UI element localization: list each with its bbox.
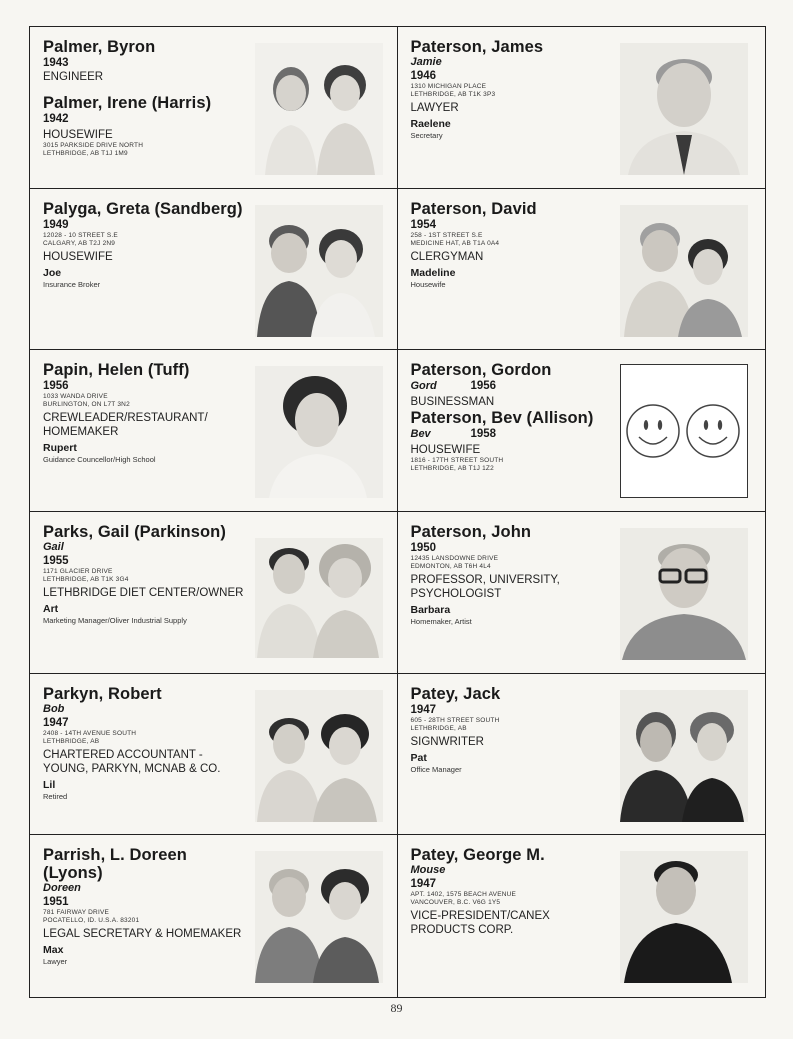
- page-number: 89: [390, 1001, 403, 1015]
- occupation: LETHBRIDGE DIET CENTER/OWNER: [43, 587, 244, 599]
- occupation: HOUSEWIFE: [43, 250, 113, 263]
- spouse-name: Pat: [410, 751, 427, 764]
- occupation: PROFESSOR, UNIVERSITY, PSYCHOLOGIST: [410, 574, 560, 600]
- address-line: LETHBRIDGE, AB T1J 1M9: [43, 150, 128, 157]
- address-line: BURLINGTON, ON L7T 3N2: [43, 401, 130, 409]
- address-line: APT. 1402, 1575 BEACH AVENUE: [410, 891, 517, 899]
- spouse-occupation: Insurance Broker: [43, 279, 101, 289]
- occupation: LEGAL SECRETARY & HOMEMAKER: [43, 928, 242, 941]
- address-line: LETHBRIDGE, AB T1K 3G4: [43, 576, 129, 583]
- nickname: Gail: [43, 541, 64, 553]
- directory-entry: [398, 27, 766, 189]
- person-name: Parkyn, Robert: [43, 684, 162, 703]
- spouse-name: Joe: [43, 266, 62, 279]
- address-line: 605 - 28TH STREET SOUTH: [410, 716, 500, 724]
- couple-portrait-photo: [255, 690, 383, 822]
- couple-portrait-photo: [255, 205, 383, 337]
- spouse-occupation: Housewife: [410, 279, 446, 289]
- birth-year: 1954: [410, 218, 437, 231]
- spouse-name: Max: [43, 944, 64, 957]
- spouse-occupation: Marketing Manager/Oliver Industrial Supply: [43, 616, 187, 625]
- spouse-occupation: Office Manager: [410, 764, 462, 774]
- spouse-occupation: Retired: [43, 791, 68, 801]
- birth-year: 1947: [410, 703, 437, 716]
- birth-year: 1947: [410, 878, 437, 891]
- spouse-name: Barbara: [410, 604, 451, 616]
- birth-year: 1956: [43, 380, 69, 393]
- address-line: 2408 - 14TH AVENUE SOUTH: [43, 729, 137, 737]
- directory-entry: [398, 674, 766, 836]
- occupation: HOUSEWIFE: [410, 444, 481, 457]
- person-name: Palmer, Byron: [43, 38, 156, 56]
- birth-year: 1942: [43, 113, 69, 125]
- directory-entry: [30, 512, 398, 674]
- occupation: LAWYER: [410, 102, 459, 114]
- person-name: Papin, Helen (Tuff): [43, 361, 190, 380]
- address-line: 12028 - 10 STREET S.E: [43, 231, 118, 239]
- birth-year: 1947: [43, 716, 69, 729]
- address-line: POCATELLO, ID. U.S.A. 83201: [43, 917, 140, 925]
- single-man-portrait-photo: [620, 528, 748, 660]
- occupation: CREWLEADER/RESTAURANT/ HOMEMAKER: [43, 412, 208, 439]
- address-line: 1310 MICHIGAN PLACE: [410, 83, 487, 90]
- smiley-face-icon: [687, 405, 739, 457]
- person-name: Palyga, Greta (Sandberg): [43, 199, 243, 218]
- birth-year: 1943: [43, 57, 69, 69]
- address-line: LETHBRIDGE, AB T1J 1Z2: [410, 465, 494, 473]
- directory-entry: [398, 835, 766, 997]
- occupation: SIGNWRITER: [410, 735, 484, 748]
- spouse-name: Lil: [43, 778, 56, 791]
- directory-entry: [30, 674, 398, 836]
- occupation: ENGINEER: [43, 71, 104, 83]
- person-name: Paterson, Bev (Allison): [410, 409, 594, 428]
- address-line: LETHBRIDGE, AB: [410, 724, 467, 732]
- nickname: Mouse: [410, 864, 446, 877]
- address-line: 1816 - 17TH STREET SOUTH: [410, 457, 504, 465]
- occupation: BUSINESSMAN: [410, 396, 495, 409]
- address-line: EDMONTON, AB T6H 4L4: [410, 563, 491, 570]
- couple-portrait-photo: [620, 205, 748, 337]
- couple-portrait-photo: [255, 851, 383, 983]
- spouse-occupation: Homemaker, Artist: [410, 617, 472, 626]
- birth-year: 1956: [470, 380, 497, 393]
- spouse-name: Art: [43, 603, 59, 615]
- spouse-name: Rupert: [43, 442, 77, 455]
- person-name: Palmer, Irene (Harris): [43, 94, 212, 112]
- address-line: 781 FAIRWAY DRIVE: [43, 909, 110, 917]
- directory-entry: [30, 189, 398, 351]
- spouse-name: Madeline: [410, 266, 456, 279]
- person-name: Paterson, John: [410, 523, 532, 541]
- nickname: Doreen: [43, 882, 81, 895]
- single-man-portrait-photo: [620, 43, 748, 175]
- person-name: Patey, George M.: [410, 846, 545, 865]
- smiley-faces-placeholder: [620, 364, 748, 498]
- address-line: 1171 GLACIER DRIVE: [43, 568, 113, 575]
- person-name: Parrish, L. Doreen (Lyons): [43, 846, 187, 883]
- birth-year: 1949: [43, 218, 69, 231]
- occupation: CHARTERED ACCOUNTANT - YOUNG, PARKYN, MCNAB & CO.: [43, 748, 221, 775]
- occupation: VICE-PRESIDENT/CANEX PRODUCTS CORP.: [410, 910, 550, 937]
- address-line: VANCOUVER, B.C. V6G 1Y5: [410, 899, 501, 907]
- birth-year: 1955: [43, 555, 69, 567]
- spouse-occupation: Lawyer: [43, 957, 68, 967]
- directory-entry: [30, 350, 398, 512]
- directory-entry: [398, 512, 766, 674]
- person-name: Paterson, James: [410, 38, 544, 56]
- person-name: Paterson, David: [410, 199, 537, 218]
- nickname: Gord: [410, 380, 437, 393]
- person-name: Patey, Jack: [410, 684, 501, 703]
- address-line: 3015 PARKSIDE DRIVE NORTH: [43, 142, 144, 149]
- birth-year: 1946: [410, 70, 437, 82]
- address-line: 12435 LANSDOWNE DRIVE: [410, 555, 499, 562]
- single-man-portrait-photo: [620, 851, 748, 983]
- spouse-occupation: Secretary: [410, 131, 443, 140]
- address-line: MEDICINE HAT, AB T1A 0A4: [410, 239, 500, 247]
- spouse-occupation: Guidance Councellor/High School: [43, 455, 156, 465]
- couple-portrait-photo: [255, 43, 383, 175]
- directory-entry: [30, 27, 398, 189]
- address-line: CALGARY, AB T2J 2N9: [43, 239, 116, 247]
- person-name: Parks, Gail (Parkinson): [43, 523, 226, 541]
- directory-entry: [398, 189, 766, 351]
- couple-portrait-photo: [620, 690, 748, 822]
- single-woman-portrait-photo: [255, 366, 383, 498]
- address-line: 1033 WANDA DRIVE: [43, 393, 108, 401]
- nickname: Jamie: [410, 56, 442, 68]
- address-line: LETHBRIDGE, AB: [43, 737, 100, 745]
- directory-entry: [30, 835, 398, 997]
- spouse-name: Raelene: [410, 118, 451, 130]
- directory-grid: [29, 26, 766, 998]
- person-name: Paterson, Gordon: [410, 361, 552, 380]
- address-line: LETHBRIDGE, AB T1K 3P3: [410, 91, 496, 98]
- address-line: 258 - 1ST STREET S.E: [410, 231, 483, 239]
- occupation: CLERGYMAN: [410, 250, 484, 263]
- couple-portrait-photo: [255, 538, 383, 658]
- nickname: Bob: [43, 702, 65, 715]
- smiley-face-icon: [627, 405, 679, 457]
- nickname: Bev: [410, 428, 431, 441]
- occupation: HOUSEWIFE: [43, 129, 113, 141]
- directory-entry: [398, 350, 766, 512]
- birth-year: 1951: [43, 896, 69, 909]
- birth-year: 1958: [470, 428, 497, 441]
- birth-year: 1950: [410, 542, 437, 554]
